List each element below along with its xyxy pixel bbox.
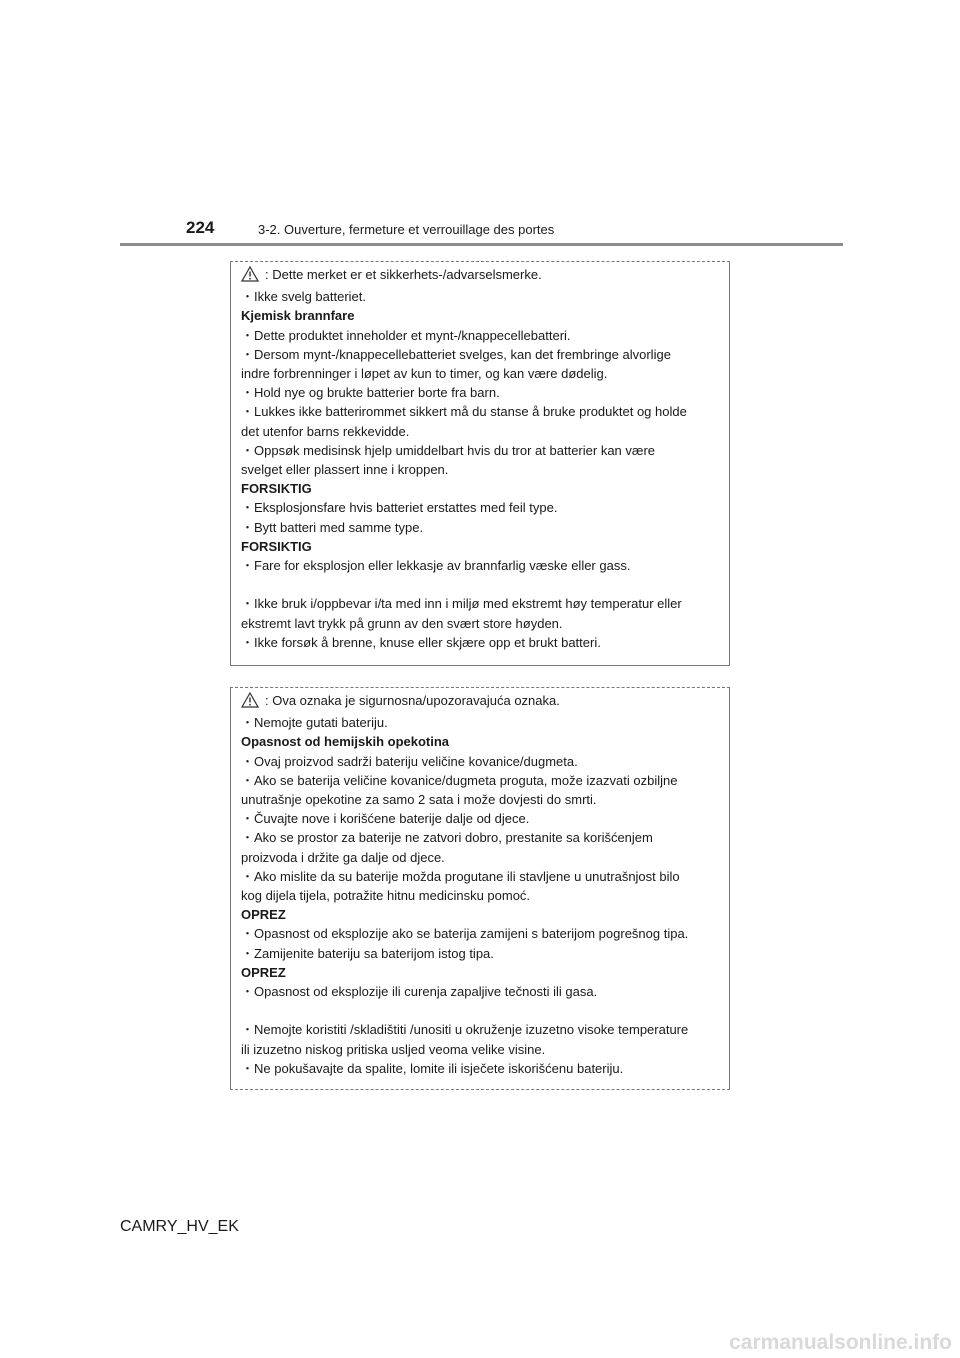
warning-text-line: ・Ako se prostor za baterije ne zatvori dobro, prestanite sa korišćenjem xyxy=(241,830,653,846)
warning-triangle-icon xyxy=(241,692,259,713)
warning-text-line: ・Bytt batteri med samme type. xyxy=(241,519,424,535)
warning-heading: Opasnost od hemijskih opekotina xyxy=(241,734,450,750)
warning-text-line: ・Ne pokušavajte da spalite, lomite ili isječete iskorišćenu bateriju. xyxy=(241,1060,624,1076)
warning-heading: FORSIKTIG xyxy=(241,538,312,554)
warning-text-line: ・Opasnost od eksplozije ili curenja zapaljive tečnosti ili gasa. xyxy=(241,984,598,1000)
blank-line xyxy=(241,1001,729,1020)
warning-text-line: ・Dersom mynt-/knappecellebatteriet svelges, kan det frembringe alvorlige xyxy=(241,346,671,362)
warning-text-line: ・Lukkes ikke batterirommet sikkert må du stanse å bruke produktet og holde xyxy=(241,404,687,420)
warning-text-line: det utenfor barns rekkevidde. xyxy=(241,423,410,439)
page-number: 224 xyxy=(186,218,215,237)
warning-text-line: svelget eller plassert inne i kroppen. xyxy=(241,462,449,478)
watermark: carmanualsonline.info xyxy=(729,1331,952,1354)
warning-label-text: : Dette merket er et sikkerhets-/advarselsmerke. xyxy=(265,267,542,282)
warning-heading: OPREZ xyxy=(241,964,286,980)
warning-text-line: ・Ako se baterija veličine kovanice/dugmeta proguta, može izazvati ozbiljne xyxy=(241,772,678,788)
warning-label-line xyxy=(241,691,729,713)
warning-text-line: unutrašnje opekotine za samo 2 sata i može dovjesti do smrti. xyxy=(241,792,597,808)
warning-box-bosnian xyxy=(230,687,730,1090)
warning-label-line xyxy=(241,265,729,287)
warning-text-line: ekstremt lavt trykk på grunn av den svært store høyden. xyxy=(241,615,563,631)
warning-text-line: ・Oppsøk medisinsk hjelp umiddelbart hvis du tror at batterier kan være xyxy=(241,442,656,458)
warning-text-line: ・Ikke bruk i/oppbevar i/ta med inn i miljø med ekstremt høy temperatur eller xyxy=(241,596,682,612)
warning-text-line: ・Ovaj proizvod sadrži bateriju veličine kovanice/dugmeta. xyxy=(241,753,578,769)
warning-text-line: ・Opasnost od eksplozije ako se baterija zamijeni s baterijom pogrešnog tipa. xyxy=(241,926,689,942)
warning-text-line: ・Dette produktet inneholder et mynt-/knappecellebatteri. xyxy=(241,327,571,343)
warning-text-line: indre forbrenninger i løpet av kun to timer, og kan være dødelig. xyxy=(241,366,608,382)
warning-heading: OPREZ xyxy=(241,907,286,923)
warning-text-line: ・Eksplosjonsfare hvis batteriet erstattes med feil type. xyxy=(241,500,558,516)
warning-text-line: ・Zamijenite bateriju sa baterijom istog tipa. xyxy=(241,945,494,961)
warning-text-line: ili izuzetno niskog pritiska usljed veoma velike visine. xyxy=(241,1041,546,1057)
warning-heading: Kjemisk brannfare xyxy=(241,308,355,324)
warning-text-line: ・Ikke forsøk å brenne, knuse eller skjære opp et brukt batteri. xyxy=(241,634,601,650)
document-code: CAMRY_HV_EK xyxy=(120,1218,239,1235)
warning-box-norwegian xyxy=(230,261,730,666)
warning-text-line: ・Ako mislite da su baterije možda progutane ili stavljene u unutrašnjost bilo xyxy=(241,868,680,884)
warning-text-line: ・Čuvajte nove i korišćene baterije dalje od djece. xyxy=(241,811,530,827)
warning-text-line: ・Nemojte gutati bateriju. xyxy=(241,715,388,731)
warning-heading: FORSIKTIG xyxy=(241,481,312,497)
warning-text-line: ・Hold nye og brukte batterier borte fra barn. xyxy=(241,385,500,401)
warning-text-line: proizvoda i držite ga dalje od djece. xyxy=(241,849,445,865)
section-title: 3-2. Ouverture, fermeture et verrouillage des portes xyxy=(258,222,555,237)
warning-text-line: kog dijela tijela, potražite hitnu medicinsku pomoć. xyxy=(241,888,531,904)
warning-triangle-icon xyxy=(241,266,259,287)
warning-text-line: ・Fare for eksplosjon eller lekkasje av brannfarlig væske eller gass. xyxy=(241,558,631,574)
warning-label-text: : Ova oznaka je sigurnosna/upozoravajuća oznaka. xyxy=(265,693,560,708)
header-rule xyxy=(120,243,843,246)
warning-text-line: ・Ikke svelg batteriet. xyxy=(241,289,366,305)
blank-line xyxy=(241,575,729,594)
warning-text-line: ・Nemojte koristiti /skladištiti /unositi u okruženje izuzetno visoke temperature xyxy=(241,1022,689,1038)
